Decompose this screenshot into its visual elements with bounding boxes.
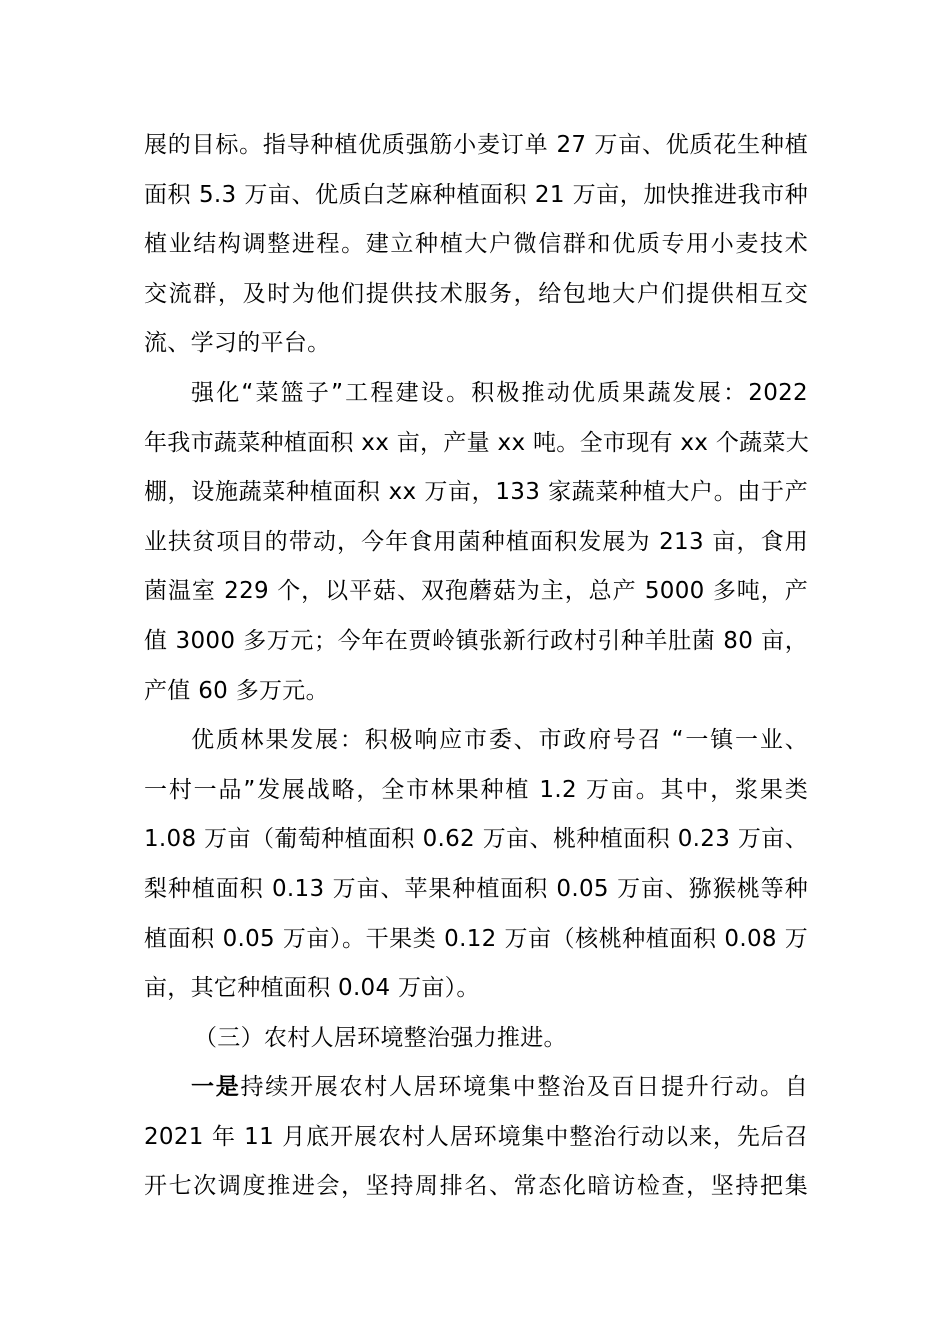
emphasis-label: 一是 — [191, 1074, 241, 1101]
text-line: 开七次调度推进会，坚持周排名、常态化暗访检查，坚持把集 — [144, 1173, 808, 1200]
paragraph-forest-fruit — [144, 716, 808, 1014]
text-line: 产值 60 多万元。 — [144, 677, 329, 704]
text-span: 持续开展农村人居环境集中整治及百日提升行动。自 — [240, 1074, 808, 1101]
paragraph-vegetable-basket — [144, 369, 808, 716]
document-body — [144, 121, 808, 1212]
text-line: 交流群，及时为他们提供技术服务，给包地大户们提供相互交 — [144, 280, 808, 307]
text-line: 植面积 0.05 万亩）。干果类 0.12 万亩（核桃种植面积 0.08 万 — [144, 925, 808, 952]
text-line: 1.08 万亩（葡萄种植面积 0.62 万亩、桃种植面积 0.23 万亩、 — [144, 826, 808, 853]
section-heading: （三）农村人居环境整治强力推进。 — [194, 1024, 567, 1051]
text-line: 植业结构调整进程。建立种植大户微信群和优质专用小麦技术 — [144, 231, 808, 258]
text-line: 展的目标。指导种植优质强筋小麦订单 27 万亩、优质花生种植 — [144, 132, 808, 158]
text-line: 面积 5.3 万亩、优质白芝麻种植面积 21 万亩，加快推进我市种 — [144, 181, 808, 208]
paragraph-rural-environment — [144, 1063, 808, 1212]
text-line — [144, 1063, 808, 1113]
text-line: 业扶贫项目的带动，今年食用菌种植面积发展为 213 亩，食用 — [144, 528, 808, 555]
text-line: 菌温室 229 个，以平菇、双孢蘑菇为主，总产 5000 多吨，产 — [144, 578, 808, 605]
paragraph-crop-structure — [144, 121, 808, 369]
text-line: 年我市蔬菜种植面积 xx 亩，产量 xx 吨。全市现有 xx 个蔬菜大 — [144, 429, 810, 456]
text-line: 2021 年 11 月底开展农村人居环境集中整治行动以来，先后召 — [144, 1123, 808, 1150]
text-line: 梨种植面积 0.13 万亩、苹果种植面积 0.05 万亩、猕猴桃等种 — [144, 875, 808, 902]
text-line: 一村一品”发展战略，全市林果种植 1.2 万亩。其中，浆果类 — [144, 776, 808, 803]
text-line: 强化“菜篮子”工程建设。积极推动优质果蔬发展：2022 — [191, 379, 808, 406]
text-line: 流、学习的平台。 — [144, 330, 331, 357]
text-line: 棚，设施蔬菜种植面积 xx 万亩，133 家蔬菜种植大户。由于产 — [144, 479, 808, 506]
text-line: 优质林果发展：积极响应市委、市政府号召 “一镇一业、 — [191, 727, 808, 754]
text-line: 亩，其它种植面积 0.04 万亩）。 — [144, 975, 480, 1002]
text-line: 值 3000 多万元；今年在贾岭镇张新行政村引种羊肚菌 80 亩， — [144, 627, 808, 654]
